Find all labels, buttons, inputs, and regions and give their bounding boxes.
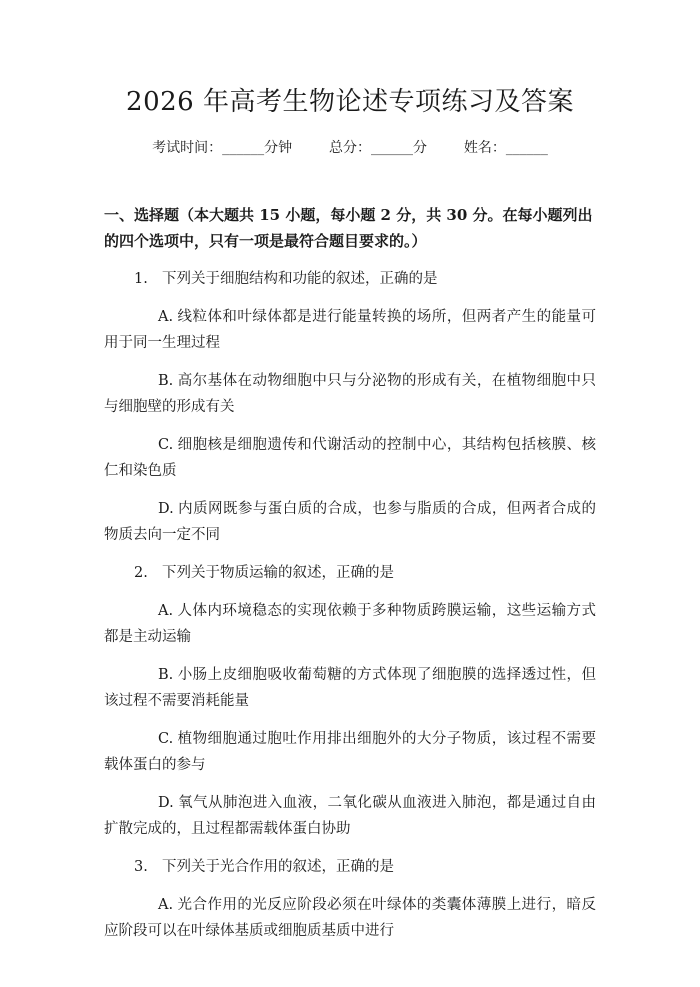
question-text: 下列关于细胞结构和功能的叙述，正确的是 <box>162 271 438 287</box>
option-label: D. <box>158 795 174 811</box>
section-header: 一、选择题（本大题共 15 小题，每小题 2 分，共 30 分。在每小题列出的四个选项中，只有一项是最符合题目要求的。） <box>104 206 593 250</box>
option-label: C. <box>158 437 174 453</box>
option-text: 内质网既参与蛋白质的合成，也参与脂质的合成，但两者合成的物质去向一定不同 <box>104 501 596 543</box>
option-label: A. <box>158 309 174 325</box>
option-label: B. <box>158 373 174 389</box>
option-b <box>104 368 596 420</box>
page-title: 2026 年高考生物论述专项练习及答案 <box>126 87 574 117</box>
option-text: 线粒体和叶绿体都是进行能量转换的场所，但两者产生的能量可用于同一生理过程 <box>104 309 596 351</box>
option-text: 人体内环境稳态的实现依赖于多种物质跨膜运输，这些运输方式都是主动运输 <box>104 603 596 645</box>
option-label: A. <box>158 897 174 913</box>
question-number: 2. <box>134 565 148 581</box>
time-unit: 分钟 <box>264 140 293 156</box>
option-text: 氧气从肺泡进入血液，二氧化碳从血液进入肺泡，都是通过自由扩散完成的，且过程都需载体蛋白协助 <box>104 795 596 837</box>
time-blank: ______ <box>222 140 265 156</box>
option-a <box>104 598 596 650</box>
question-number: 1. <box>134 271 148 287</box>
question-stem <box>104 266 596 292</box>
option-text: 高尔基体在动物细胞中只与分泌物的形成有关，在植物细胞中只与细胞壁的形成有关 <box>104 373 596 415</box>
option-text: 细胞核是细胞遗传和代谢活动的控制中心，其结构包括核膜、核仁和染色质 <box>104 437 596 479</box>
option-d <box>104 496 596 548</box>
option-label: A. <box>158 603 174 619</box>
score-label: 总分： <box>329 140 371 156</box>
option-label: B. <box>158 667 174 683</box>
exam-meta-line <box>104 136 596 160</box>
option-text: 小肠上皮细胞吸收葡萄糖的方式体现了细胞膜的选择透过性，但该过程不需要消耗能量 <box>104 667 596 709</box>
score-unit: 分 <box>413 140 427 156</box>
option-d <box>104 790 596 842</box>
option-c <box>104 432 596 484</box>
exam-page <box>0 82 700 987</box>
option-a <box>104 892 596 944</box>
option-label: C. <box>158 731 174 747</box>
option-c <box>104 726 596 778</box>
question-stem <box>104 854 596 880</box>
name-blank: ______ <box>505 140 548 156</box>
question-text: 下列关于物质运输的叙述，正确的是 <box>162 565 394 581</box>
option-text: 光合作用的光反应阶段必须在叶绿体的类囊体薄膜上进行，暗反应阶段可以在叶绿体基质或细胞质基质中进行 <box>104 897 596 939</box>
option-b <box>104 662 596 714</box>
score-blank: ______ <box>371 140 413 156</box>
question-number: 3. <box>134 859 148 875</box>
option-label: D. <box>158 501 174 517</box>
option-text: 植物细胞通过胞吐作用排出细胞外的大分子物质，该过程不需要载体蛋白的参与 <box>104 731 596 773</box>
question-text: 下列关于光合作用的叙述，正确的是 <box>162 859 394 875</box>
time-label: 考试时间： <box>152 140 223 156</box>
question-stem <box>104 560 596 586</box>
name-label: 姓名： <box>463 140 506 156</box>
option-a <box>104 304 596 356</box>
